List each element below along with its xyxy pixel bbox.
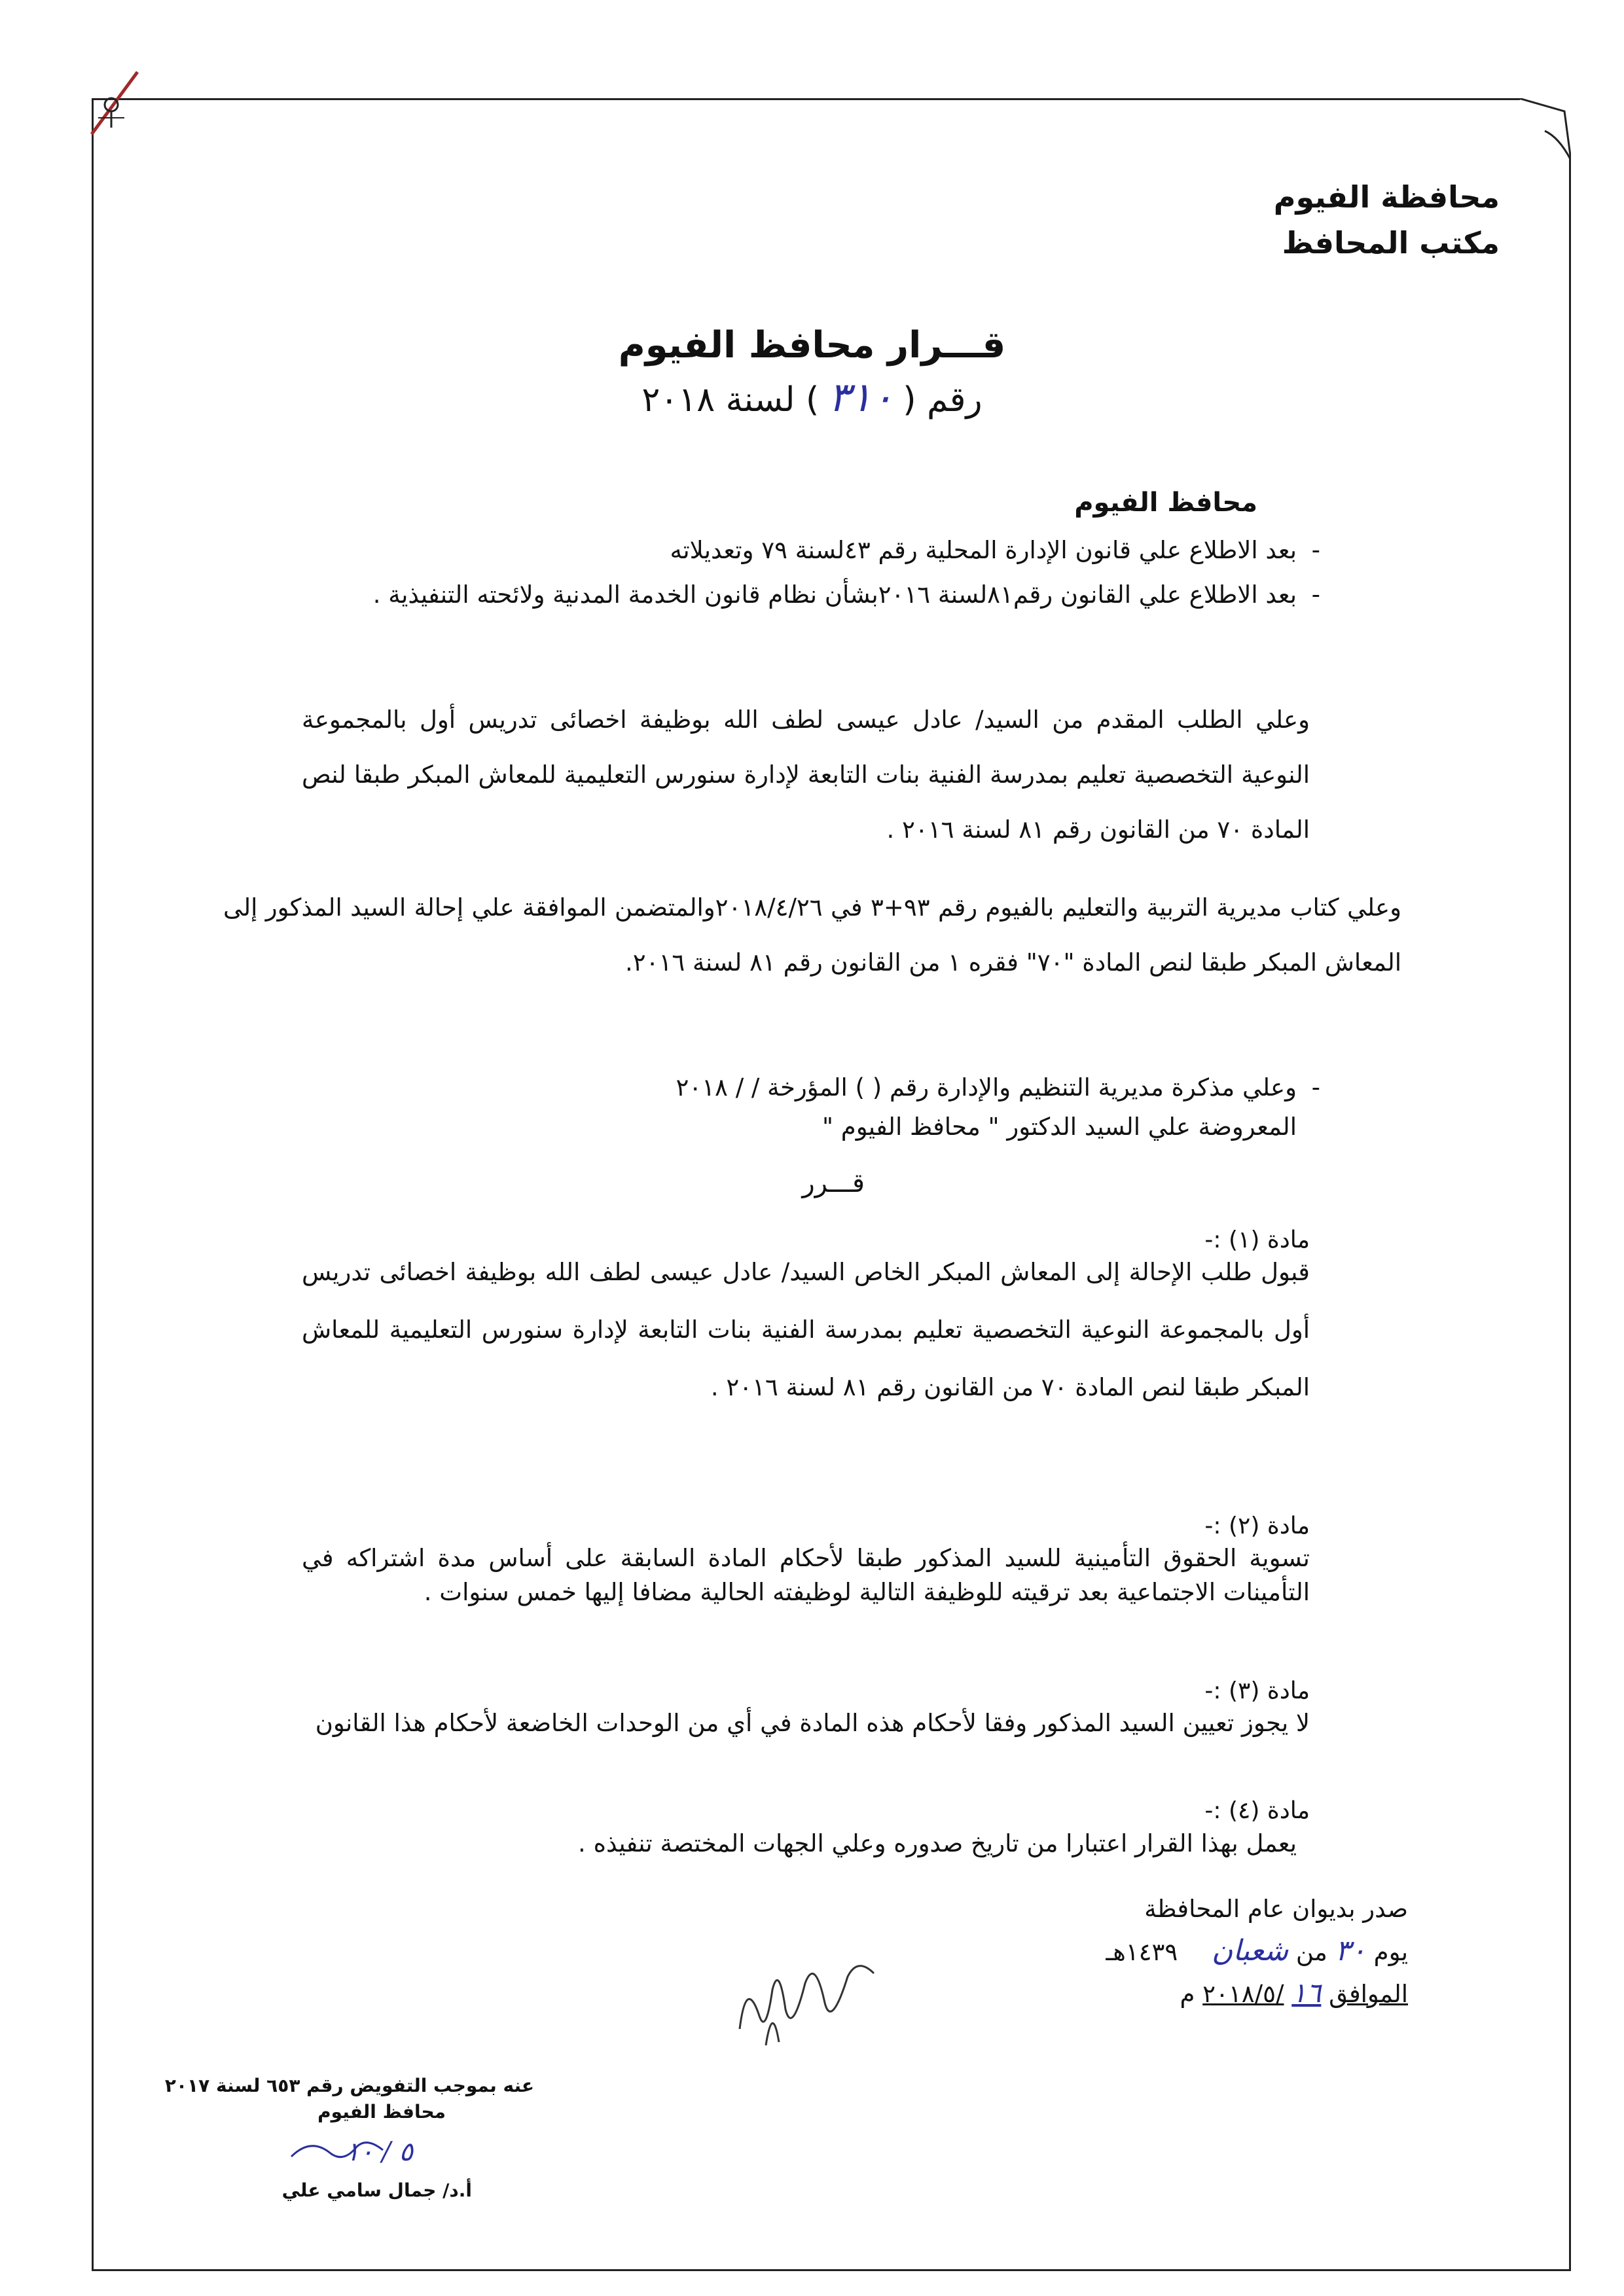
decision-title: قـــرار محافظ الفيوم xyxy=(618,324,1006,367)
hijri-year: ١٤٣٩هـ xyxy=(1106,1938,1178,1966)
day-value: ٣٠ xyxy=(1335,1934,1366,1967)
article-3-text: لا يجوز تعيين السيد المذكور وفقا لأحكام هذه المادة في أي من الوحدات الخاضعة لأحكام هذا القانون xyxy=(315,1709,1310,1737)
memo-bullet-line2: المعروضة علي السيد الدكتور " محافظ الفيوم " xyxy=(822,1113,1297,1141)
number-prefix: رقم ( xyxy=(903,380,983,420)
article-2-text: تسوية الحقوق التأمينية للسيد المذكور طبقا لأحكام المادة السابقة على أساس مدة اشتراكه في التأمينات الاجتماعية بعد ترقيته للوظيفة التالية لوظيفته الحالية مضافا إليها خمس سنوات . xyxy=(302,1544,1310,1606)
preamble-heading: محافظ الفيوم xyxy=(1074,488,1257,518)
office-name: مكتب المحافظ xyxy=(1282,225,1500,260)
article-3-heading: مادة (٣) :- xyxy=(1204,1677,1310,1704)
request-paragraph: وعلي الطلب المقدم من السيد/ عادل عيسى لطف الله بوظيفة اخصائى تدريس أول بالمجموعة النوعية التخصصية تعليم بمدرسة الفنية بنات التابعة لإدارة سنورس التعليمية للمعاش المبكر طبقا لنص المادة ٧٠ من القانون رقم ٨١ لسنة ٢٠١٦ . xyxy=(302,706,1310,844)
memo-bullet-line1: - وعلي مذكرة مديرية التنظيم والإدارة رقم ( ) المؤرخة / / ٢٠١٨ xyxy=(289,1069,1297,1107)
greg-date: /٢٠١٨/٥ xyxy=(1202,1980,1284,2008)
issuance-line: صدر بديوان عام المحافظة xyxy=(1144,1895,1408,1923)
handwritten-signature xyxy=(727,1937,884,2055)
number-suffix: ) لسنة ٢٠١٨ xyxy=(641,380,820,420)
from-label: من xyxy=(1295,1938,1327,1966)
governorate-name: محافظة الفيوم xyxy=(1273,179,1500,215)
greg-suffix: م xyxy=(1180,1980,1195,2008)
delegation-line1: عنه بموجب التفويض رقم ٦٥٣ لسنة ٢٠١٧ xyxy=(164,2075,534,2096)
article-4-text: يعمل بهذا القرار اعتبارا من تاريخ صدوره وعلي الجهات المختصة تنفيذه . xyxy=(578,1829,1297,1857)
month-value: شعبان xyxy=(1212,1934,1289,1967)
delegation-hand-date: ٥ / ١٠ xyxy=(345,2137,413,2167)
article-1-text: قبول طلب الإحالة إلى المعاش المبكر الخاص السيد/ عادل عيسى لطف الله بوظيفة اخصائى تدريس أول بالمجموعة النوعية التخصصية تعليم بمدرسة الفنية بنات التابعة لإدارة سنورس التعليمية للمعاش المبكر طبقا لنص المادة ٧٠ من القانون رقم ٨١ لسنة ٢٠١٦ . xyxy=(302,1258,1310,1401)
day-label: يوم xyxy=(1373,1938,1408,1966)
number-value: ٣١٠ xyxy=(828,373,894,421)
delegation-signer: أ.د/ جمال سامي علي xyxy=(281,2179,472,2201)
preamble-bullet-2: - بعد الاطلاع علي القانون رقم٨١لسنة ٢٠١٦بشأن نظام قانون الخدمة المدنية ولائحته التنفيذية . xyxy=(289,576,1297,614)
delegation-line2: محافظ الفيوم xyxy=(317,2101,446,2123)
pushpin-icon xyxy=(85,69,144,141)
article-1-heading: مادة (١) :- xyxy=(1204,1227,1310,1253)
greg-day-value: ١٦ xyxy=(1291,1977,1322,2009)
folded-corner xyxy=(1519,98,1571,160)
decides-heading: قـــرر xyxy=(802,1168,865,1198)
issuance-greg-date xyxy=(1180,1977,1408,2009)
article-2-heading: مادة (٢) :- xyxy=(1204,1513,1310,1539)
article-4-heading: مادة (٤) :- xyxy=(1204,1797,1310,1824)
delegation-signature xyxy=(285,2130,389,2170)
preamble-bullet-1: - بعد الاطلاع علي قانون الإدارة المحلية رقم ٤٣لسنة ٧٩ وتعديلاته xyxy=(289,531,1297,569)
issuance-hijri-date xyxy=(1106,1934,1408,1967)
directorate-paragraph: وعلي كتاب مديرية التربية والتعليم بالفيوم رقم ٩٣+٣ في ٢٠١٨/٤/٢٦والمتضمن الموافقة علي إحالة السيد المذكور إلى المعاش المبكر طبقا لنص المادة "٧٠" فقره ١ من القانون رقم ٨١ لسنة ٢٠١٦. xyxy=(223,893,1401,977)
corresponding-label: الموافق xyxy=(1329,1980,1408,2008)
decision-number xyxy=(0,373,1624,421)
